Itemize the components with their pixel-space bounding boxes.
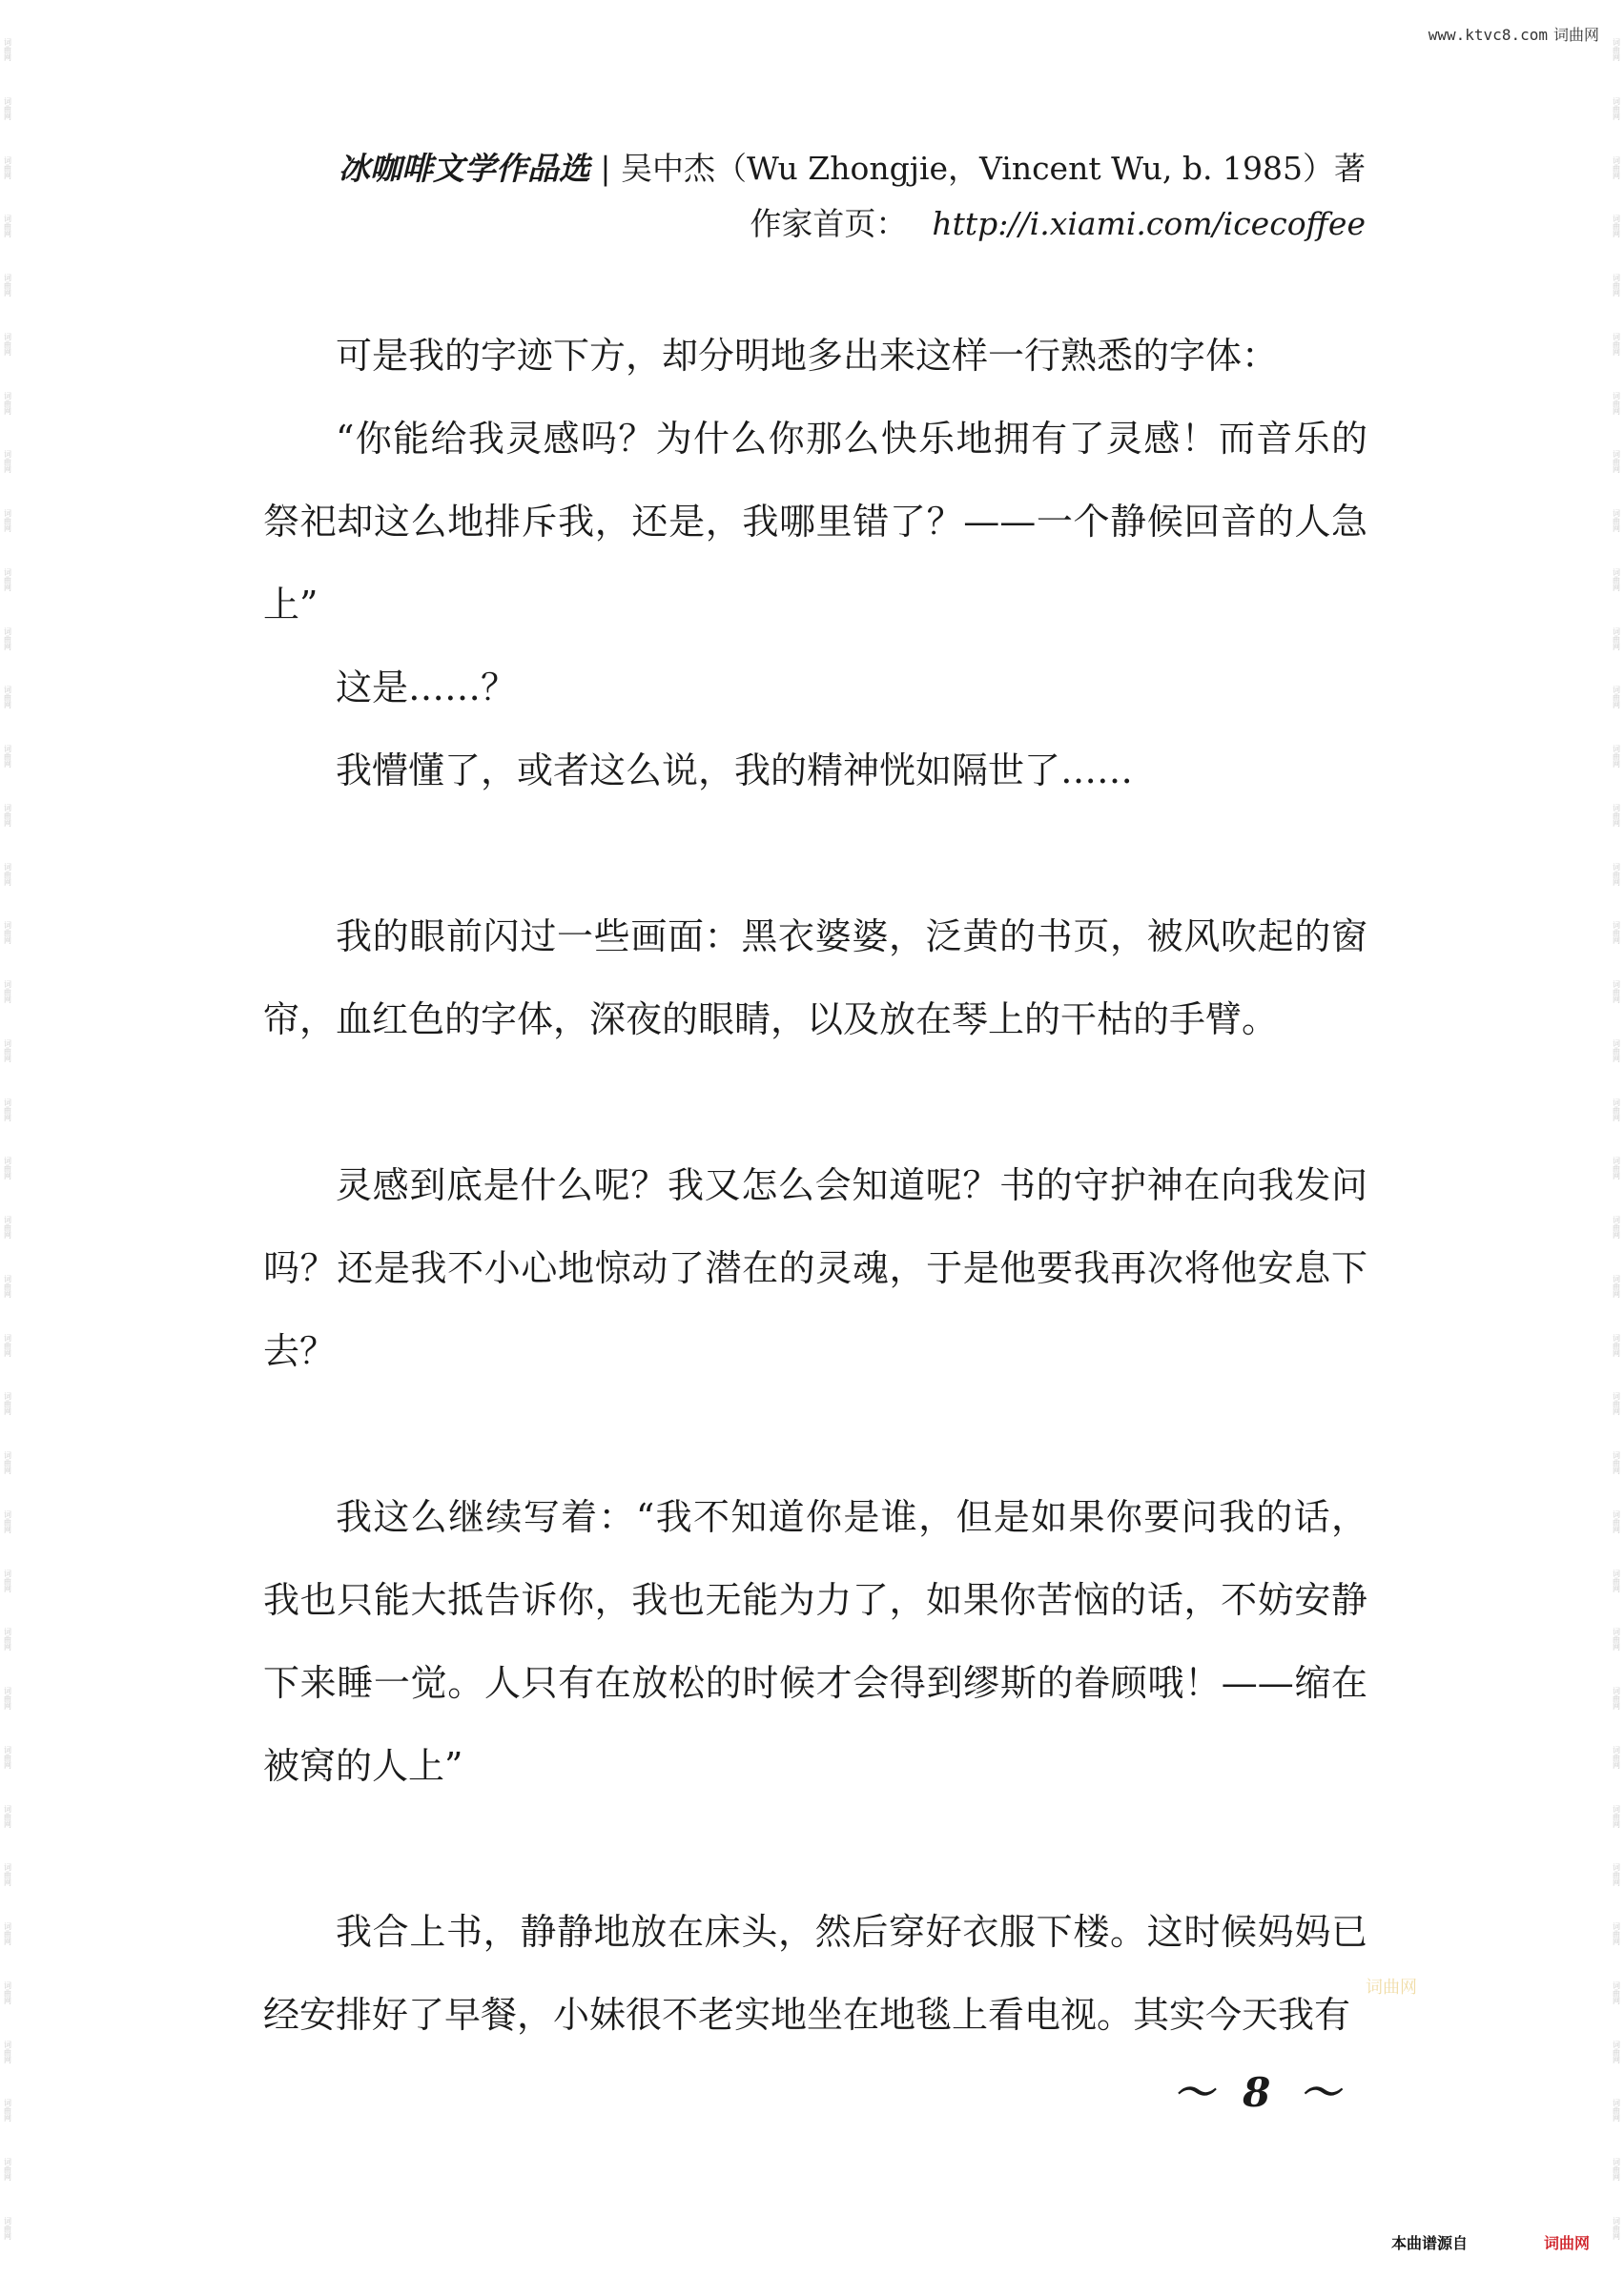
watermark-mark: 词曲网 — [3, 803, 12, 827]
header-title-line — [265, 145, 1366, 193]
watermark-mark: 词曲网 — [3, 1333, 12, 1357]
watermark-mark: 词曲网 — [1612, 2216, 1621, 2240]
paragraph-gap — [263, 1393, 1367, 1476]
watermark-mark: 词曲网 — [3, 2099, 12, 2123]
paragraph: 我的眼前闪过一些画面：黑衣婆婆，泛黄的书页，被风吹起的窗帘，血红色的字体，深夜的眼睛，以及放在琴上的干枯的手臂。 — [263, 915, 1367, 1040]
watermark-mark: 词曲网 — [1612, 1509, 1621, 1533]
site-url: www.ktvc8.com — [1428, 26, 1548, 44]
watermark-mark: 词曲网 — [3, 1274, 12, 1298]
homepage-line — [265, 200, 1366, 248]
faint-watermark-logo: 词曲网 — [1366, 1978, 1417, 1998]
author-credit: 吴中杰（Wu Zhongjie，Vincent Wu, b. 1985）著 — [620, 150, 1366, 187]
watermark-mark: 词曲网 — [1612, 921, 1621, 945]
page-number: ～ 8 ～ — [1173, 2069, 1347, 2116]
watermark-mark: 词曲网 — [1612, 1863, 1621, 1887]
watermark-mark: 词曲网 — [1612, 803, 1621, 827]
watermark-mark: 词曲网 — [1612, 332, 1621, 356]
watermark-mark: 词曲网 — [3, 1569, 12, 1592]
left-watermark-strip — [2, 38, 13, 2240]
watermark-mark: 词曲网 — [3, 921, 12, 945]
watermark-mark: 词曲网 — [1612, 509, 1621, 532]
watermark-mark: 词曲网 — [1612, 626, 1621, 650]
watermark-mark: 词曲网 — [1612, 567, 1621, 591]
watermark-mark: 词曲网 — [1612, 1745, 1621, 1769]
series-title: 冰咖啡文学作品选 — [338, 150, 590, 187]
watermark-mark: 词曲网 — [3, 2216, 12, 2240]
watermark-mark: 词曲网 — [3, 391, 12, 415]
watermark-mark: 词曲网 — [3, 38, 12, 61]
watermark-mark: 词曲网 — [3, 1687, 12, 1710]
source-label: 本曲谱源自 — [1390, 2234, 1468, 2252]
watermark-mark: 词曲网 — [1612, 1980, 1621, 2004]
watermark-mark: 词曲网 — [1612, 2158, 1621, 2181]
watermark-mark: 词曲网 — [3, 332, 12, 356]
paragraph: 我懵懂了，或者这么说，我的精神恍如隔世了…… — [336, 749, 1134, 791]
watermark-mark: 词曲网 — [1612, 96, 1621, 120]
watermark-mark: 词曲网 — [3, 1628, 12, 1652]
watermark-mark: 词曲网 — [3, 1922, 12, 1945]
watermark-mark: 词曲网 — [1612, 745, 1621, 768]
watermark-mark: 词曲网 — [1612, 1098, 1621, 1121]
watermark-mark: 词曲网 — [1612, 1687, 1621, 1710]
watermark-mark: 词曲网 — [3, 1745, 12, 1769]
watermark-mark: 词曲网 — [1612, 1333, 1621, 1357]
paragraph: 这是……？ — [336, 667, 518, 708]
watermark-mark: 词曲网 — [1612, 1157, 1621, 1180]
paragraph: 我合上书，静静地放在床头，然后穿好衣服下楼。这时候妈妈已经安排好了早餐，小妹很不老实地坐在地毯上看电视。其实今天我有 — [263, 1911, 1367, 2036]
footer-source — [1391, 2231, 1590, 2253]
watermark-mark: 词曲网 — [3, 2158, 12, 2181]
watermark-mark: 词曲网 — [1612, 1274, 1621, 1298]
watermark-mark: 词曲网 — [1612, 1038, 1621, 1062]
watermark-mark: 词曲网 — [1612, 155, 1621, 179]
watermark-mark: 词曲网 — [3, 626, 12, 650]
source-brand: 词曲网 — [1543, 2234, 1590, 2252]
paragraph: 灵感到底是什么呢？我又怎么会知道呢？书的守护神在向我发问吗？还是我不小心地惊动了潜在的灵魂，于是他要我再次将他安息下去？ — [263, 1164, 1367, 1372]
watermark-mark: 词曲网 — [1612, 862, 1621, 886]
watermark-mark: 词曲网 — [1612, 450, 1621, 474]
paragraph: 我这么继续写着：“我不知道你是谁，但是如果你要问我的话，我也只能大抵告诉你，我也无能为力了，如果你苦恼的话，不妨安静下来睡一觉。人只有在放松的时候才会得到缪斯的眷顾哦！——缩在被窝的人上” — [263, 1496, 1367, 1787]
watermark-mark: 词曲网 — [3, 686, 12, 709]
right-watermark-strip — [1611, 38, 1622, 2240]
watermark-mark: 词曲网 — [1612, 274, 1621, 297]
watermark-mark: 词曲网 — [3, 1216, 12, 1239]
site-name: 词曲网 — [1552, 26, 1599, 44]
watermark-mark: 词曲网 — [3, 155, 12, 179]
homepage-url: http://i.xiami.com/icecoffee — [932, 205, 1366, 242]
watermark-mark: 词曲网 — [1612, 1392, 1621, 1416]
watermark-mark: 词曲网 — [1612, 1628, 1621, 1652]
watermark-mark: 词曲网 — [1612, 980, 1621, 1003]
watermark-mark: 词曲网 — [1612, 1216, 1621, 1239]
paragraph: 可是我的字迹下方，却分明地多出来这样一行熟悉的字体： — [336, 335, 1279, 377]
watermark-mark: 词曲网 — [3, 450, 12, 474]
body-text — [263, 315, 1367, 2057]
watermark-mark: 词曲网 — [3, 862, 12, 886]
header-separator: | — [600, 150, 611, 187]
watermark-mark: 词曲网 — [3, 215, 12, 238]
watermark-mark: 词曲网 — [3, 1509, 12, 1533]
watermark-mark: 词曲网 — [1612, 1922, 1621, 1945]
watermark-mark: 词曲网 — [3, 2040, 12, 2063]
watermark-mark: 词曲网 — [3, 1157, 12, 1180]
watermark-mark: 词曲网 — [3, 1980, 12, 2004]
watermark-mark: 词曲网 — [1612, 391, 1621, 415]
paragraph-gap — [263, 1061, 1367, 1144]
watermark-mark: 词曲网 — [1612, 1804, 1621, 1828]
watermark-mark: 词曲网 — [3, 1392, 12, 1416]
watermark-mark: 词曲网 — [1612, 2040, 1621, 2063]
top-site-stamp — [1429, 23, 1599, 45]
watermark-mark: 词曲网 — [3, 980, 12, 1003]
paragraph-gap — [263, 1808, 1367, 1891]
watermark-mark: 词曲网 — [1612, 686, 1621, 709]
watermark-mark: 词曲网 — [3, 274, 12, 297]
watermark-mark: 词曲网 — [3, 1804, 12, 1828]
watermark-mark: 词曲网 — [1612, 215, 1621, 238]
watermark-mark: 词曲网 — [3, 1451, 12, 1474]
watermark-mark: 词曲网 — [1612, 2099, 1621, 2123]
watermark-mark: 词曲网 — [1612, 1569, 1621, 1592]
watermark-mark: 词曲网 — [3, 567, 12, 591]
watermark-mark: 词曲网 — [1612, 1451, 1621, 1474]
watermark-mark: 词曲网 — [3, 1038, 12, 1062]
paragraph: “你能给我灵感吗？为什么你那么快乐地拥有了灵感！而音乐的祭祀却这么地排斥我，还是，我哪里错了？——一个静候回音的人急上” — [263, 418, 1367, 626]
watermark-mark: 词曲网 — [3, 1863, 12, 1887]
watermark-mark: 词曲网 — [3, 745, 12, 768]
watermark-mark: 词曲网 — [3, 96, 12, 120]
watermark-mark: 词曲网 — [3, 1098, 12, 1121]
homepage-label: 作家首页： — [750, 205, 908, 242]
page-header — [265, 145, 1366, 248]
watermark-mark: 词曲网 — [1612, 38, 1621, 61]
watermark-mark: 词曲网 — [3, 509, 12, 532]
paragraph-gap — [263, 812, 1367, 895]
